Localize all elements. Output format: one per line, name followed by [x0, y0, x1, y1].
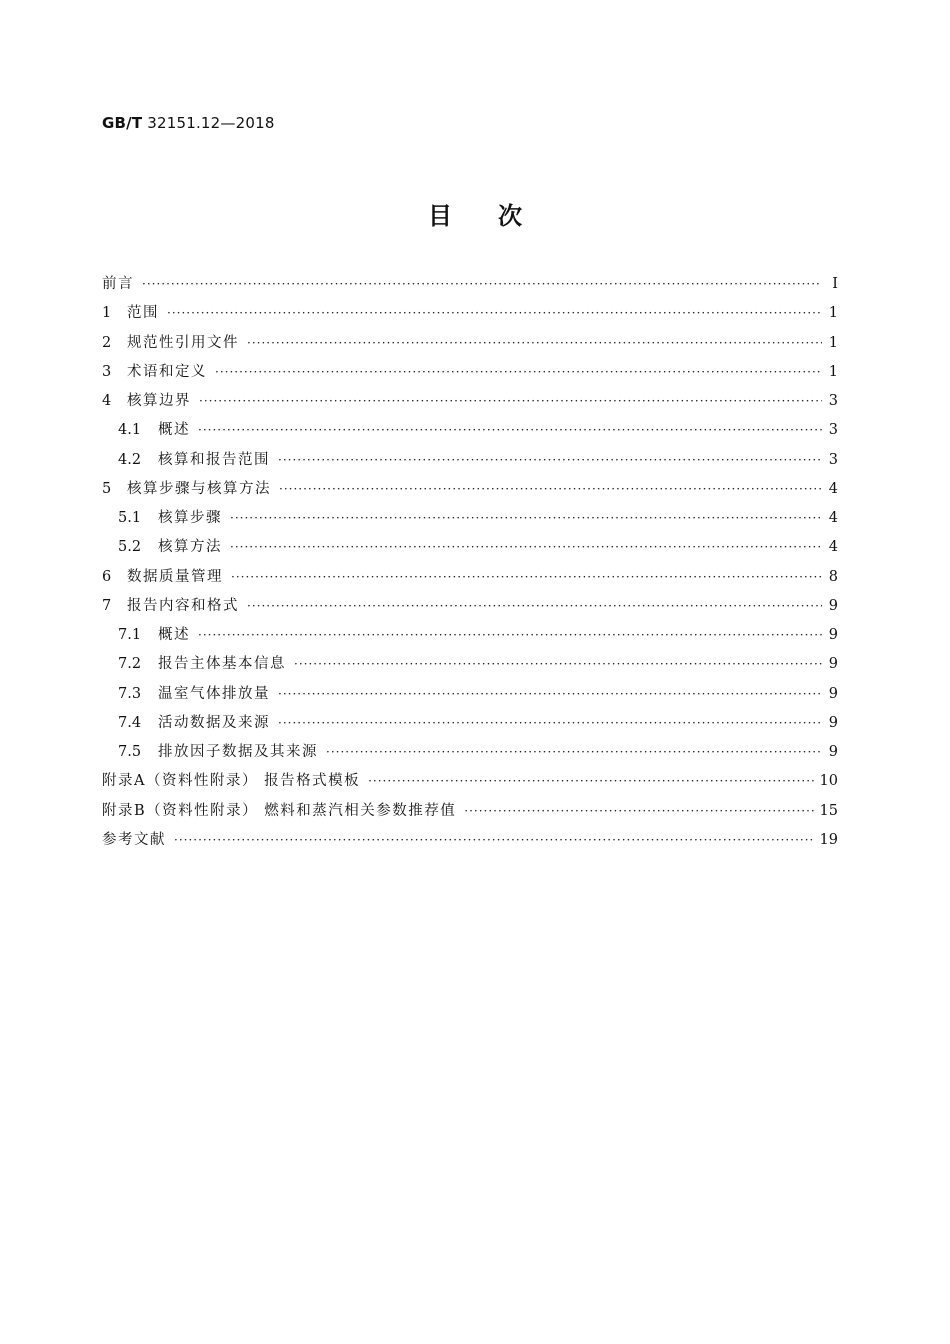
- toc-entry-number: 5: [102, 480, 112, 497]
- toc-entry-label: 概述: [158, 627, 190, 643]
- toc-entry-page-number: 4: [828, 480, 838, 497]
- toc-entry[interactable]: [102, 709, 838, 738]
- toc-dot-leader: [215, 358, 822, 387]
- toc-entry-page-number: 3: [828, 451, 838, 468]
- toc-dot-leader: [230, 533, 822, 562]
- toc-entry-label: 核算步骤与核算方法: [127, 480, 271, 497]
- toc-entry-number: 2: [102, 334, 112, 351]
- toc-entry-page-number: 8: [828, 568, 838, 585]
- toc-entry-number: 7.1: [118, 627, 142, 643]
- toc-entry[interactable]: [102, 650, 838, 679]
- toc-entry[interactable]: [102, 299, 838, 328]
- toc-entry-page-number: 9: [828, 744, 838, 760]
- toc-entry-number: 7.2: [118, 656, 142, 673]
- toc-entry-number: 7.4: [118, 714, 142, 731]
- toc-dot-leader: [199, 387, 822, 416]
- toc-entry-label: 范围: [127, 305, 159, 322]
- toc-dot-leader: [198, 621, 822, 650]
- toc-entry[interactable]: [102, 826, 838, 855]
- toc-entry[interactable]: [102, 533, 838, 562]
- toc-dot-leader: [247, 592, 822, 621]
- toc-dot-leader: [326, 738, 822, 767]
- toc-dot-leader: [247, 329, 822, 358]
- toc-dot-leader: [174, 826, 814, 855]
- toc-entry-page-number: 1: [828, 334, 838, 351]
- toc-entry-label: 温室气体排放量: [158, 685, 270, 702]
- toc-entry-label: 规范性引用文件: [127, 334, 239, 351]
- toc-entry-page-number: 9: [828, 714, 838, 731]
- toc-entry[interactable]: [102, 387, 838, 416]
- toc-entry[interactable]: [102, 563, 838, 592]
- toc-entry-page-number: 15: [819, 802, 838, 819]
- toc-entry-label: 排放因子数据及其来源: [158, 744, 318, 760]
- toc-entry-label: 核算边界: [127, 393, 191, 409]
- toc-entry-label: 附录A（资料性附录） 报告格式模板: [102, 773, 361, 790]
- toc-entry[interactable]: [102, 475, 838, 504]
- toc-entry[interactable]: [102, 358, 838, 387]
- toc-dot-leader: [279, 475, 822, 504]
- page-title: 目次: [428, 202, 568, 230]
- toc-entry-label: 前言: [102, 276, 134, 292]
- toc-entry-page-number: 10: [819, 773, 838, 790]
- toc-entry-page-number: 1: [828, 363, 838, 380]
- toc-dot-leader: [230, 504, 822, 533]
- toc-entry-number: 4.2: [118, 451, 142, 468]
- toc-entry[interactable]: [102, 270, 838, 299]
- toc-entry-label: 报告主体基本信息: [158, 656, 286, 673]
- toc-entry-label: 核算步骤: [158, 510, 222, 526]
- toc-entry[interactable]: [102, 738, 838, 767]
- toc-dot-leader: [142, 270, 822, 299]
- standard-code: [102, 114, 275, 132]
- toc-dot-leader: [198, 416, 822, 445]
- toc-entry-label: 数据质量管理: [127, 568, 223, 585]
- toc-entry-label: 附录B（资料性附录） 燃料和蒸汽相关参数推荐值: [102, 802, 457, 819]
- toc-entry[interactable]: [102, 446, 838, 475]
- toc-entry-number: 7: [102, 597, 112, 614]
- toc-entry-page-number: 3: [828, 393, 838, 409]
- toc-entry-label: 术语和定义: [127, 363, 207, 380]
- toc-entry-page-number: 9: [828, 597, 838, 614]
- toc-entry[interactable]: [102, 592, 838, 621]
- toc-entry[interactable]: [102, 621, 838, 650]
- toc-entry[interactable]: [102, 767, 838, 796]
- standard-number: 32151.12—2018: [147, 114, 275, 132]
- toc-entry-page-number: 1: [828, 305, 838, 322]
- toc-entry-page-number: 9: [828, 685, 838, 702]
- toc-entry[interactable]: [102, 680, 838, 709]
- toc-dot-leader: [278, 680, 822, 709]
- toc-dot-leader: [278, 709, 822, 738]
- toc-entry[interactable]: [102, 416, 838, 445]
- toc-dot-leader: [464, 797, 813, 826]
- toc-entry-page-number: I: [832, 276, 838, 292]
- toc-entry-number: 4.1: [118, 422, 142, 439]
- toc-entry-label: 核算方法: [158, 539, 222, 556]
- toc-entry-number: 5.1: [118, 510, 142, 526]
- toc-dot-leader: [294, 650, 822, 679]
- table-of-contents: [102, 270, 838, 855]
- toc-dot-leader: [278, 446, 822, 475]
- toc-entry-label: 概述: [158, 422, 190, 439]
- toc-entry-page-number: 9: [828, 627, 838, 643]
- toc-entry-number: 7.5: [118, 744, 142, 760]
- toc-entry[interactable]: [102, 504, 838, 533]
- toc-entry[interactable]: [102, 797, 838, 826]
- toc-entry-label: 报告内容和格式: [127, 597, 239, 614]
- toc-entry-number: 7.3: [118, 685, 142, 702]
- toc-dot-leader: [167, 299, 822, 328]
- toc-entry-page-number: 3: [828, 422, 838, 439]
- toc-entry-number: 3: [102, 363, 112, 380]
- toc-entry-page-number: 4: [828, 539, 838, 556]
- standard-prefix: GB/T: [102, 114, 143, 132]
- toc-entry-label: 参考文献: [102, 831, 166, 848]
- toc-entry-number: 5.2: [118, 539, 142, 556]
- toc-entry-page-number: 9: [828, 656, 838, 673]
- toc-entry[interactable]: [102, 329, 838, 358]
- toc-entry-page-number: 19: [819, 831, 838, 848]
- toc-dot-leader: [368, 767, 813, 796]
- toc-dot-leader: [231, 563, 822, 592]
- toc-entry-number: 1: [102, 305, 112, 322]
- toc-entry-number: 4: [102, 393, 112, 409]
- toc-entry-label: 核算和报告范围: [158, 451, 270, 468]
- toc-entry-page-number: 4: [828, 510, 838, 526]
- toc-entry-number: 6: [102, 568, 112, 585]
- toc-entry-label: 活动数据及来源: [158, 714, 270, 731]
